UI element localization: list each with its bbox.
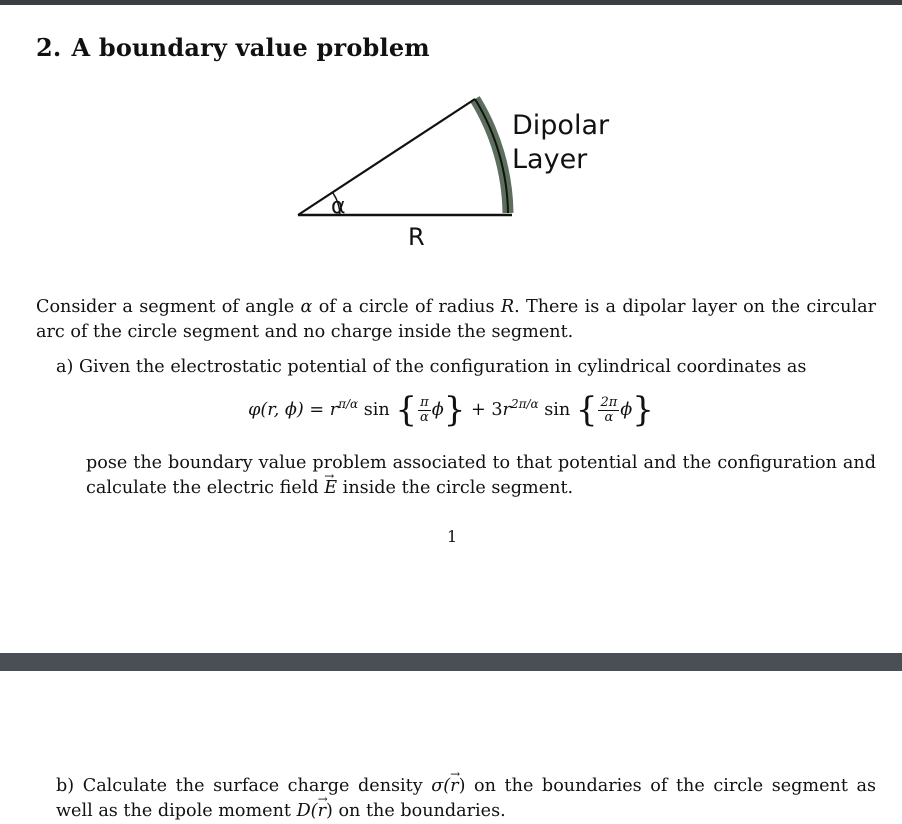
eq-brace-open-2: {	[575, 390, 598, 430]
intro-text-2: of a circle of radius	[312, 297, 501, 317]
eq-frac-2	[598, 396, 619, 425]
document-page-2	[0, 671, 902, 821]
part-b-text-2: on the boundaries of the circle segment as well as the dipole moment	[56, 776, 876, 821]
eq-plus: + 3	[465, 400, 503, 420]
eq-frac2-num: 2π	[600, 394, 618, 410]
eq-r1: r	[329, 400, 339, 420]
eq-brace-close-2: }	[632, 390, 654, 430]
document-page-1	[0, 5, 902, 653]
segment-upper-edge	[298, 99, 475, 215]
part-b-label: b)	[56, 776, 75, 796]
eq-phi-2: ϕ	[620, 400, 633, 420]
eq-frac-1	[418, 396, 431, 425]
intro-text-3: . There is a dipolar layer on the circular arc of the circle segment and no charge inside the segment.	[36, 297, 876, 342]
dipolar-layer-arc	[475, 99, 508, 213]
intro-radius: R	[500, 297, 515, 317]
eq-exp1: π/α	[338, 397, 359, 412]
dipole-symbol: D(	[296, 801, 318, 821]
part-a-continuation	[86, 451, 876, 501]
eq-exp2: 2π/α	[510, 397, 539, 412]
dipolar-label-line1: Dipolar	[512, 110, 610, 141]
part-a-question	[56, 355, 876, 380]
intro-alpha: α	[300, 297, 313, 317]
page-gap	[0, 653, 902, 671]
part-a-text: Given the electrostatic potential of the configuration in cylindrical coordinates as	[78, 357, 807, 377]
eq-sin-2: sin	[538, 400, 576, 420]
potential-equation	[0, 390, 902, 430]
page-number: 1	[447, 527, 458, 546]
r-vector-2: → r	[318, 799, 326, 824]
sigma-symbol: σ(	[431, 776, 451, 796]
part-a-cont-text-1: pose the boundary value problem associated to that potential and the configuration and calculate the electric field	[86, 453, 876, 498]
part-b-text-1: Calculate the surface charge density	[82, 776, 432, 796]
dipolar-label-line2: Layer	[512, 144, 588, 175]
radius-label: R	[408, 223, 425, 251]
eq-frac2-den: α	[604, 409, 614, 425]
part-a-label: a)	[56, 357, 74, 377]
part-b-question	[56, 774, 876, 824]
close-paren-2: )	[325, 801, 333, 821]
circle-segment-figure	[290, 95, 630, 265]
section-title-text: A boundary value problem	[71, 33, 430, 62]
intro-text-1: Consider a segment of angle	[36, 297, 301, 317]
part-a-cont-text-2: inside the circle segment.	[337, 478, 574, 498]
section-title	[36, 33, 430, 62]
eq-brace-close-1: }	[443, 390, 466, 430]
part-b-text-3: on the boundaries.	[332, 801, 506, 821]
section-number: 2.	[36, 33, 62, 62]
dipolar-layer-label	[512, 109, 609, 177]
eq-r2: r	[502, 400, 511, 420]
eq-sin-1: sin	[358, 400, 396, 420]
eq-frac1-num: π	[418, 396, 431, 411]
close-paren-1: )	[458, 776, 466, 796]
eq-lhs: φ(r, ϕ) =	[248, 400, 330, 420]
eq-phi-1: ϕ	[431, 400, 444, 420]
eq-brace-open-1: {	[395, 390, 417, 430]
eq-frac1-den: α	[420, 409, 429, 425]
electric-field-symbol: → E	[324, 476, 337, 501]
r-vector-1: → r	[450, 774, 458, 799]
angle-alpha-label: α	[331, 194, 346, 219]
problem-intro	[36, 295, 876, 345]
